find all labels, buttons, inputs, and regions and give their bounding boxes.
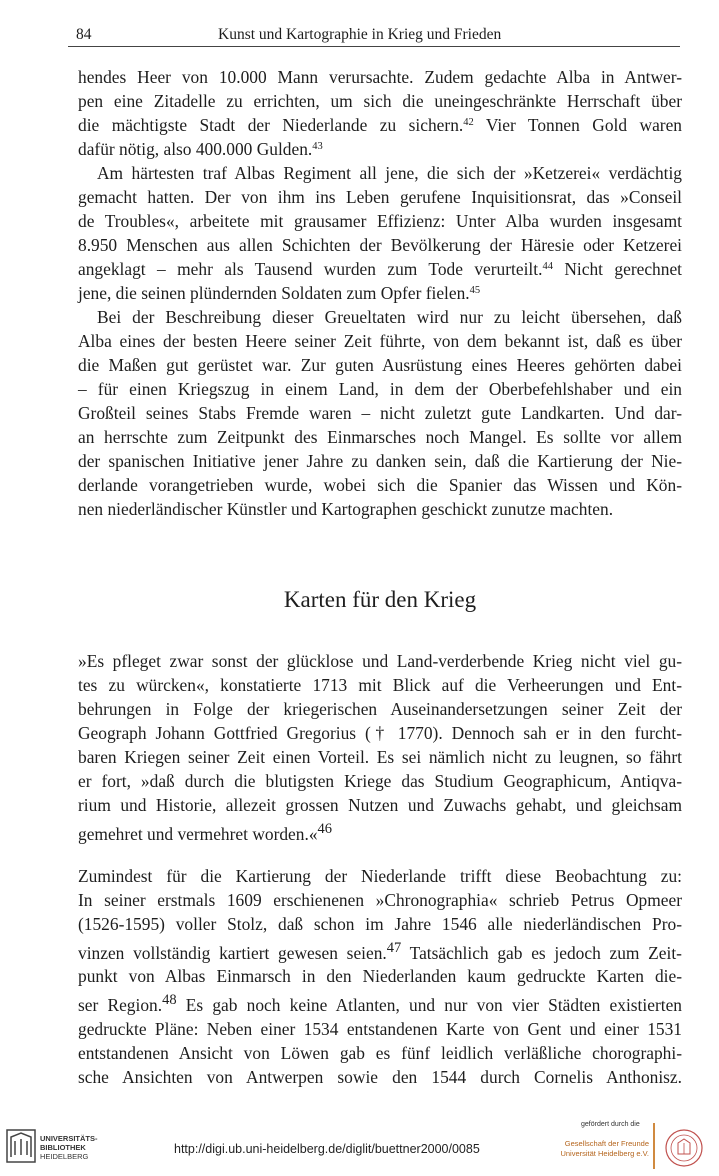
text-line: gemacht hatten. Der von ihm ins Leben gerufene Inquisitionsrat, das »Conseil (78, 187, 682, 207)
text-line: angeklagt – mehr als Tausend wurden zum Tode verurteilt.$^{44}$ Nicht gerechnet (78, 259, 682, 279)
text-line: 8.950 Menschen aus allen Schichten der Bevölkerung der Häresie oder Ketzerei (78, 235, 682, 255)
footnote-ref: 47 (386, 939, 402, 956)
text-line: der spanischen Initiative jener Jahre zu danken sein, daß die Kartierung der Nie- (78, 451, 682, 471)
body-text-bottom (78, 632, 682, 1107)
text-line: er fort, »daß durch die blutigsten Kriege das Studium Geographicum, Antiqva- (78, 771, 682, 792)
sponsor-intro: gefördert durch die (581, 1121, 640, 1128)
text-line: tes zu würcken«, konstatierte 1713 mit Blick auf die Verheerungen und Ent- (78, 675, 682, 696)
university-seal-icon (664, 1128, 704, 1168)
text-line: Alba eines der besten Heere seiner Zeit führte, von dem bekannt ist, daß es über (78, 331, 682, 351)
sponsor-divider (653, 1123, 655, 1169)
text-line: – für einen Kriegszug in einem Land, in dem der Oberbefehlshaber und ein (78, 379, 682, 399)
library-name: UNIVERSITÄTS- BIBLIOTHEK HEIDELBERG (40, 1134, 98, 1161)
text-line: dafür nötig, also 400.000 Gulden.$^{43}$ (78, 139, 323, 159)
running-title: Kunst und Kartographie in Krieg und Frieden (218, 26, 502, 43)
paragraph-2 (78, 161, 682, 305)
footnote-ref: 42 (463, 117, 474, 128)
paragraph-1 (78, 65, 682, 161)
text-line: derlande vorangetrieben wurde, wobei sich die Spanier das Wissen und Kön- (78, 475, 682, 495)
text-line: die mächtigste Stadt der Niederlande zu sichern.$^{42}$ Vier Tonnen Gold waren (78, 115, 682, 135)
page-number: 84 (76, 26, 92, 43)
text-line: jene, die seinen plündernden Soldaten zum Opfer fielen.$^{45}$ (78, 283, 481, 303)
digitization-footer (0, 1115, 719, 1176)
text-line: »Es pfleget zwar sonst der glücklose und Land-verderbende Krieg nicht viel gu- (78, 651, 682, 672)
text-line: Großteil seines Stabs Fremde waren – nicht zuletzt gute Landkarten. Und dar- (78, 403, 682, 423)
text-line: hendes Heer von 10.000 Mann verursachte. Zudem gedachte Alba in Antwer- (78, 67, 682, 87)
text-line: rium und Historie, allezeit grossen Nutzen und Zuwachs gehabt, und gleichsam (78, 795, 682, 816)
text-line: punkt von Albas Einmarsch in den Niederlanden kaum gedruckte Karten die- (78, 966, 682, 987)
library-logo-icon (6, 1129, 36, 1163)
text-line: entstandenen Ansicht von Löwen gab es fünf leidlich verläßliche chorographi- (78, 1043, 682, 1064)
text-line: Am härtesten traf Albas Regiment all jene, die sich der »Ketzerei« verdächtig (97, 163, 682, 183)
text-line: Bei der Beschreibung dieser Greueltaten wird nur zu leicht übersehen, daß (97, 307, 682, 327)
footnote-ref: 44 (542, 261, 553, 272)
paragraph-3 (78, 305, 682, 521)
text-line: In seiner erstmals 1609 erschienenen »Chronographia« schrieb Petrus Opmeer (78, 889, 682, 910)
body-text-top (78, 65, 682, 521)
text-line: gemehret und vermehret worden.«$^{46}$ (78, 821, 333, 845)
sponsor-name: Gesellschaft der Freunde Universität Heidelberg e.V. (560, 1139, 649, 1158)
footnote-ref: 46 (317, 821, 333, 838)
text-line: (1526-1595) voller Stolz, daß schon im Jahre 1546 alle niederländischen Pro- (78, 913, 682, 934)
text-line: behrungen in Folge der kriegerischen Auseinandersetzungen seiner Zeit der (78, 699, 682, 720)
text-line: ser Region.$^{48}$ Es gab noch keine Atlanten, und nur von vier Städten existierten (78, 992, 682, 1016)
text-line: pen eine Zitadelle zu errichten, um sich die uneingeschränkte Herrschaft über (78, 91, 682, 111)
text-line: sche Ansichten von Antwerpen sowie den 1544 durch Cornelis Anthonisz. (78, 1067, 682, 1088)
text-line: nen niederländischer Künstler und Kartographen geschickt zunutze machten. (78, 499, 614, 519)
text-line: an herrschte zum Zeitpunkt des Einmarsches noch Mangel. Es sollte vor allem (78, 427, 682, 447)
text-line: Zumindest für die Kartierung der Niederlande trifft diese Beobachtung zu: (78, 865, 682, 886)
text-line: Geograph Johann Gottfried Gregorius († 1770). Dennoch sah er in den furcht- (78, 723, 682, 744)
header-rule (68, 46, 680, 47)
paragraph-4 (78, 649, 682, 846)
footnote-ref: 48 (162, 992, 177, 1009)
text-line: die Maßen gut gerüstet war. Zur guten Ausrüstung eines Heeres gehörten dabei (78, 355, 682, 375)
text-line: gedruckte Pläne: Neben einer 1534 entstandenen Karte von Gent und einer 1531 (78, 1019, 682, 1040)
text-line: vinzen vollständig kartiert gewesen seien.$^{47}$ Tatsächlich gab es jedoch zum Zeit- (78, 939, 682, 963)
section-heading: Karten für den Krieg (283, 587, 477, 612)
text-line: baren Kriegen seiner Zeit einen Vorteil. Es sei nämlich nicht zu leugnen, so fährt (78, 747, 682, 768)
running-header (68, 26, 680, 44)
text-line: de Troubles«, arbeitete mit grausamer Effizienz: Unter Alba wurden insgesamt (78, 211, 682, 231)
source-url[interactable]: http://digi.ub.uni-heidelberg.de/diglit/buettner2000/0085 (174, 1142, 480, 1156)
paragraph-5 (78, 864, 682, 1090)
footnote-ref: 43 (312, 141, 323, 152)
footnote-ref: 45 (469, 285, 481, 296)
